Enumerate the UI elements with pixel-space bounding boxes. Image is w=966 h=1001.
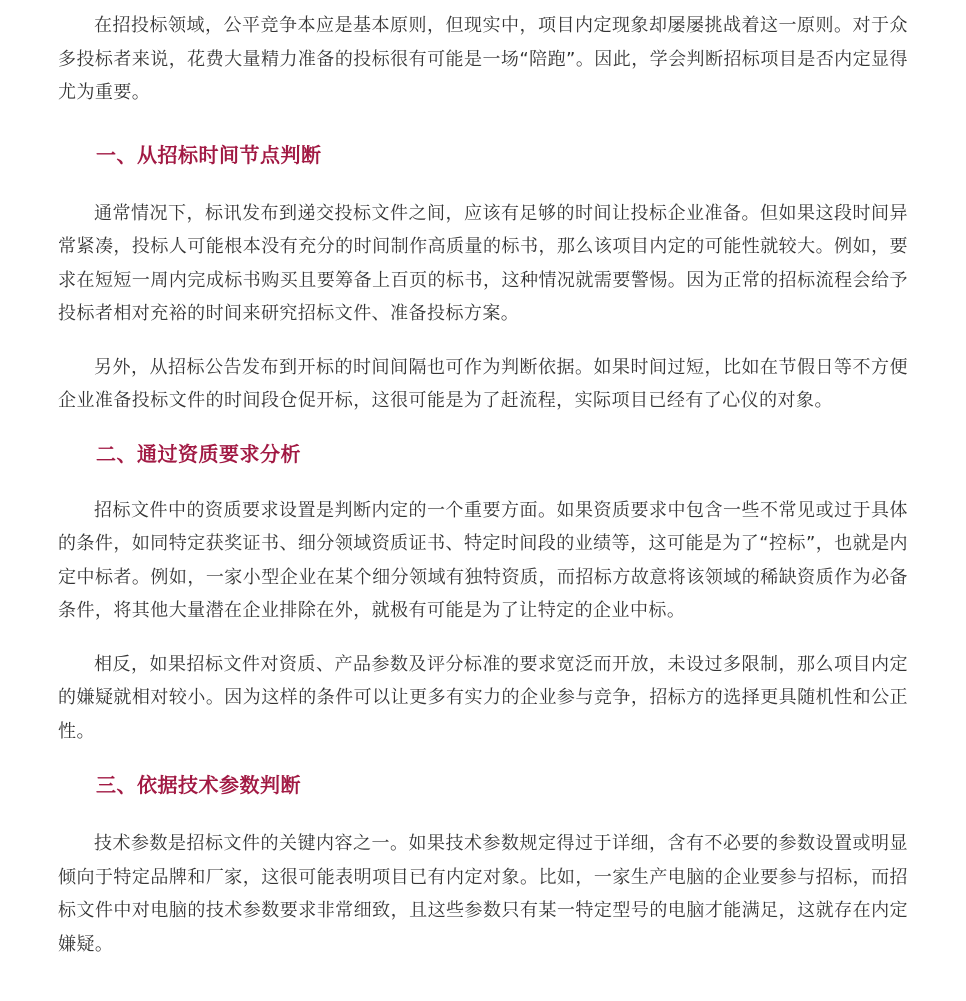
article-body	[58, 0, 908, 961]
section-1-paragraph-2: 另外，从招标公告发布到开标的时间间隔也可作为判断依据。如果时间过短，比如在节假日等不方便企业准备投标文件的时间段仓促开标，这很可能是为了赶流程，实际项目已经有了心仪的对象。	[58, 356, 908, 411]
section-2-paragraph-2: 相反，如果招标文件对资质、产品参数及评分标准的要求宽泛而开放，未设过多限制，那么项目内定的嫌疑就相对较小。因为这样的条件可以让更多有实力的企业参与竞争，招标方的选择更具随机性和公正性。	[58, 653, 908, 742]
section-2-heading: 二、通过资质要求分析	[96, 441, 301, 466]
section-3-heading: 三、依据技术参数判断	[96, 773, 301, 797]
section-1-heading: 一、从招标时间节点判断	[96, 142, 322, 167]
intro-paragraph: 在招投标领域，公平竞争本应是基本原则，但现实中，项目内定现象却屡屡挑战着这一原则。对于众多投标者来说，花费大量精力准备的投标很有可能是一场“陪跑”。因此，学会判断招标项目是否内定显得尤为重要。	[58, 15, 908, 103]
section-3-paragraph-1: 技术参数是招标文件的关键内容之一。如果技术参数规定得过于详细，含有不必要的参数设置或明显倾向于特定品牌和厂家，这很可能表明项目已有内定对象。比如，一家生产电脑的企业要参与招标，而招标文件中对电脑的技术参数要求非常细致，且这些参数只有某一特定型号的电脑才能满足，这就存在内定嫌疑。	[58, 833, 908, 955]
section-2-paragraph-1: 招标文件中的资质要求设置是判断内定的一个重要方面。如果资质要求中包含一些不常见或过于具体的条件，如同特定获奖证书、细分领域资质证书、特定时间段的业绩等，这可能是为了“控标”，也就是内定中标者。例如，一家小型企业在某个细分领域有独特资质，而招标方故意将该领域的稀缺资质作为必备条件，将其他大量潜在企业排除在外，就极有可能是为了让特定的企业中标。	[58, 499, 908, 621]
section-1-paragraph-1: 通常情况下，标讯发布到递交投标文件之间，应该有足够的时间让投标企业准备。但如果这段时间异常紧凑，投标人可能根本没有充分的时间制作高质量的标书，那么该项目内定的可能性就较大。例如，要求在短短一周内完成标书购买且要筹备上百页的标书，这种情况就需要警惕。因为正常的招标流程会给予投标者相对充裕的时间来研究招标文件、准备投标方案。	[58, 202, 908, 324]
